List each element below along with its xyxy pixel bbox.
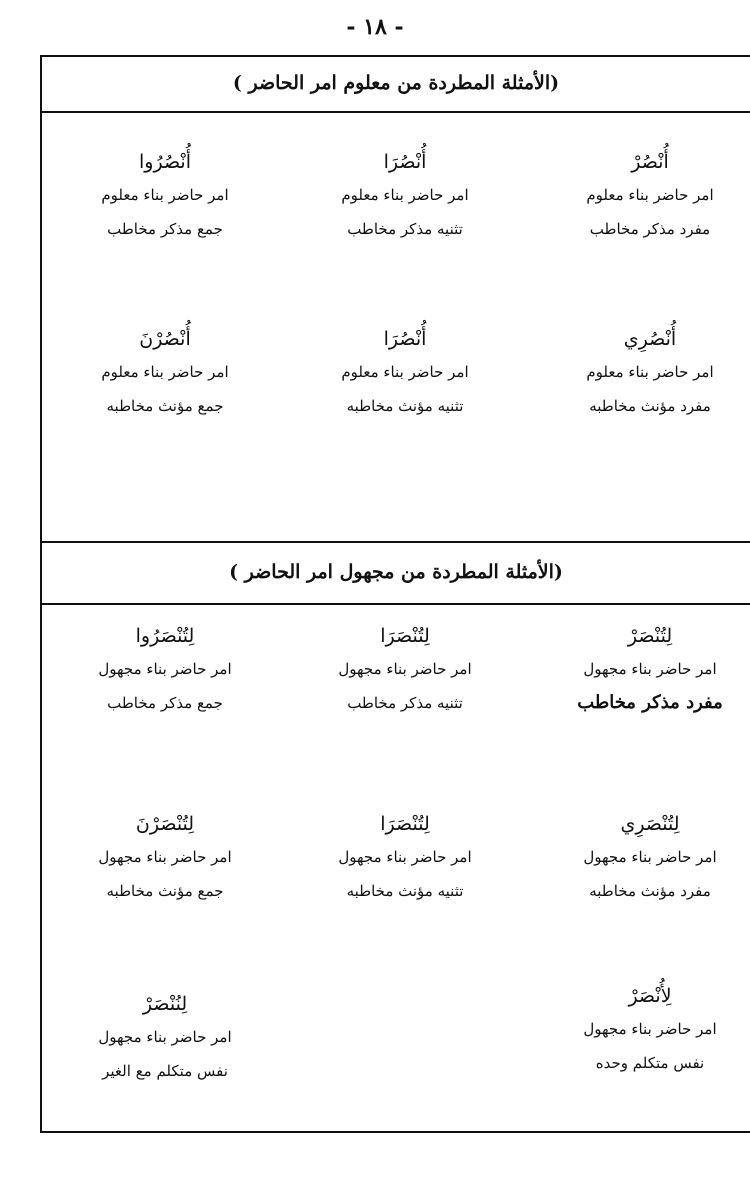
unknown-entry-singular-feminine [545,810,750,908]
verb-form: أُنْصُرَا [383,151,427,173]
known-entry-singular-masculine [545,148,750,246]
section-title-known: (الأمثلة المطردة من معلوم امر الحاضر ) [232,72,560,94]
section-header-unknown [42,541,750,605]
section-title-unknown: (الأمثلة المطردة من مجهول امر الحاضر ) [229,561,563,583]
verb-form: أُنْصُرُوا [139,151,191,173]
grammar-label: امر حاضر بناء معلوم [586,186,714,204]
section-header-known [42,55,750,113]
known-entry-plural-masculine [60,148,270,246]
person-label: تثنيه مذكر مخاطب [347,220,463,238]
grammar-label: امر حاضر بناء مجهول [338,660,472,678]
person-label: تثنيه مذكر مخاطب [347,694,463,712]
verb-form: لِتُنْصَرِي [620,813,680,835]
verb-form: لِتُنْصَرَا [380,813,430,835]
grammar-label: امر حاضر بناء معلوم [586,363,714,381]
unknown-entry-first-person-singular [545,982,750,1080]
grammar-label: امر حاضر بناء مجهول [583,1020,717,1038]
grammar-label: امر حاضر بناء معلوم [341,186,469,204]
person-label: مفرد مؤنث مخاطبه [589,882,711,900]
person-label: مفرد مذكر مخاطب [577,692,723,713]
person-label: جمع مؤنث مخاطبه [106,882,224,900]
unknown-entry-plural-feminine [60,810,270,908]
person-label: جمع مذكر مخاطب [107,220,223,238]
verb-form: لِتُنْصَرُوا [135,625,195,647]
known-entry-plural-feminine [60,325,270,423]
grammar-label: امر حاضر بناء مجهول [98,1028,232,1046]
grammar-label: امر حاضر بناء مجهول [98,660,232,678]
person-label: جمع مذكر مخاطب [107,694,223,712]
verb-form: أُنْصُرْنَ [139,328,191,350]
verb-form: لِتُنْصَرَا [380,625,430,647]
known-entry-dual-feminine [300,325,510,423]
grammar-label: امر حاضر بناء مجهول [98,848,232,866]
person-label: تثنيه مؤنث مخاطبه [346,397,464,415]
person-label: جمع مؤنث مخاطبه [106,397,224,415]
verb-form: لِتُنْصَرْنَ [135,813,195,835]
unknown-entry-dual-masculine [300,622,510,720]
person-label: تثنيه مؤنث مخاطبه [346,882,464,900]
page-number: - ١٨ - [346,14,404,40]
verb-form: لِأُنْصَرْ [628,985,672,1007]
unknown-entry-plural-masculine [60,622,270,720]
person-label: مفرد مذكر مخاطب [589,220,711,238]
person-label: نفس متكلم مع الغير [102,1062,228,1080]
unknown-entry-singular-masculine [545,622,750,720]
person-label: نفس متكلم وحده [595,1054,705,1072]
grammar-label: امر حاضر بناء معلوم [101,363,229,381]
grammar-label: امر حاضر بناء معلوم [101,186,229,204]
known-entry-dual-masculine [300,148,510,246]
verb-form: أُنْصُرِي [623,328,677,350]
verb-form: لِتُنْصَرْ [627,625,673,647]
grammar-label: امر حاضر بناء مجهول [583,660,717,678]
known-entry-singular-feminine [545,325,750,423]
grammar-label: امر حاضر بناء معلوم [341,363,469,381]
person-label: مفرد مؤنث مخاطبه [589,397,711,415]
unknown-entry-dual-feminine [300,810,510,908]
verb-form: أُنْصُرَا [383,328,427,350]
grammar-label: امر حاضر بناء مجهول [583,848,717,866]
verb-form: لِنُنْصَرْ [142,993,188,1015]
verb-form: أُنْصُرْ [631,151,669,173]
unknown-entry-first-person-plural [60,990,270,1088]
grammar-label: امر حاضر بناء مجهول [338,848,472,866]
